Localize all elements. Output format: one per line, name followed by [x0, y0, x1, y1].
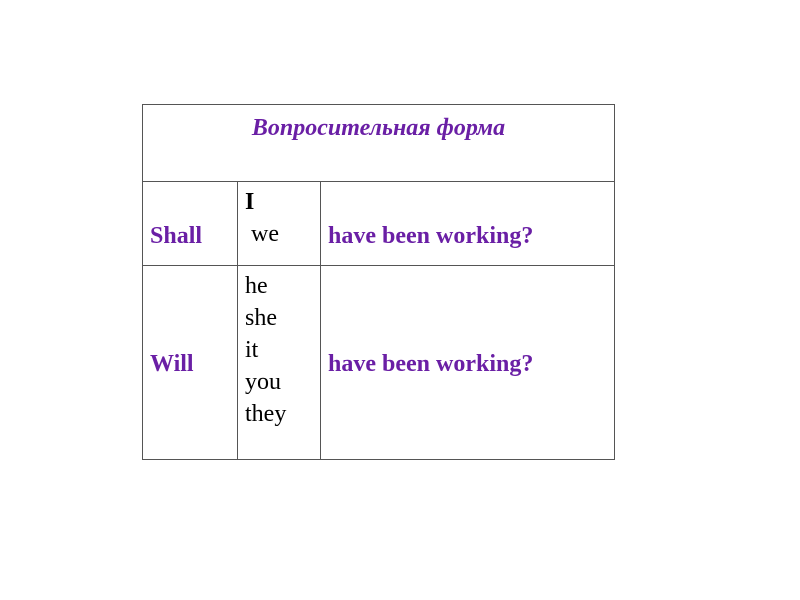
- grammar-table: [142, 104, 615, 460]
- pronoun-they: they: [245, 401, 287, 427]
- pronoun-cell-shall: [238, 182, 321, 266]
- table-row-shall: [143, 182, 615, 266]
- pronoun-you: you: [245, 369, 281, 395]
- auxiliary-cell-shall: Shall: [143, 182, 238, 266]
- pronoun-it: it: [245, 337, 259, 363]
- table-header-text: Вопросительная форма: [251, 115, 506, 141]
- table-header: [143, 105, 615, 182]
- pronoun-she: she: [245, 305, 277, 331]
- pronoun-i: I: [245, 189, 255, 215]
- pronoun-cell-will: [238, 266, 321, 460]
- pronoun-he: he: [245, 273, 268, 299]
- header-row: [143, 105, 615, 182]
- pronoun-we: we: [251, 221, 279, 247]
- predicate-cell-will: have been working?: [321, 266, 615, 460]
- table-row-will: [143, 266, 615, 460]
- auxiliary-cell-will: Will: [143, 266, 238, 460]
- predicate-cell-shall: have been working?: [321, 182, 615, 266]
